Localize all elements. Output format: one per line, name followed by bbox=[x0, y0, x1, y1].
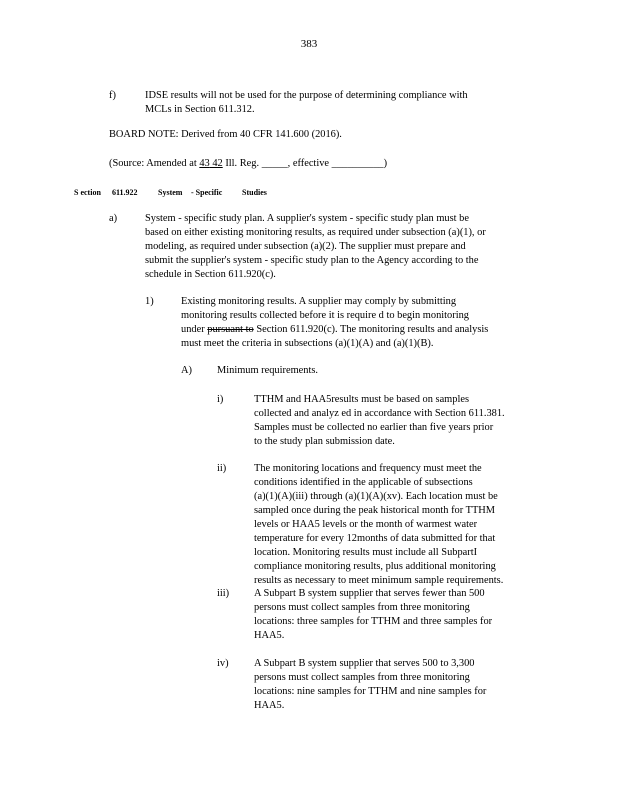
source-inserted-volume: 42 bbox=[209, 158, 223, 169]
item-f-line: MCLs in Section 611.312. bbox=[145, 104, 255, 115]
section-number: 611.922 bbox=[112, 188, 138, 197]
item-1-line: Existing monitoring results. A supplier may comply by submitting bbox=[181, 296, 457, 307]
item-ii-line: results as necessary to meet minimum sample requirements. bbox=[254, 575, 504, 586]
item-iii-line: A Subpart B system supplier that serves fewer than 500 bbox=[254, 588, 485, 599]
item-iv-line: locations: nine samples for TTHM and nine samples for bbox=[254, 686, 487, 697]
item-ii-line: conditions identified in the applicable of subsections bbox=[254, 477, 473, 488]
item-iii-label: iii) bbox=[217, 588, 230, 599]
board-note: BOARD NOTE: Derived from 40 CFR 141.600 (2016). bbox=[109, 129, 342, 140]
item-1-text bbox=[181, 295, 536, 351]
item-a-line: based on either existing monitoring results, as required under subsection (a)(1), or bbox=[145, 227, 486, 238]
item-i-label: i) bbox=[217, 394, 224, 405]
item-iv-line: A Subpart B system supplier that serves 500 to 3,300 bbox=[254, 658, 475, 669]
source-blank-date: __________ bbox=[331, 158, 384, 169]
item-1-struck-text: pursuant to bbox=[207, 324, 254, 335]
page-number: 383 bbox=[300, 38, 318, 50]
item-i-line: collected and analyz ed in accordance with Section 611.381. bbox=[254, 408, 505, 419]
source-prefix: (Source: Amended at bbox=[109, 158, 200, 169]
source-suffix: ) bbox=[383, 158, 388, 169]
item-a-line: modeling, as required under subsection (a)(2). The supplier must prepare and bbox=[145, 241, 466, 252]
item-i-line: to the study plan submission date. bbox=[254, 436, 395, 447]
item-ii-text bbox=[254, 462, 544, 588]
item-a-line: schedule in Section 611.920(c). bbox=[145, 269, 276, 280]
item-1-line3-post: Section 611.920(c). The monitoring results and analysis bbox=[253, 324, 489, 335]
item-a-text bbox=[145, 212, 540, 282]
item-iv-label: iv) bbox=[217, 658, 229, 669]
item-i-line: TTHM and HAA5results must be based on samples bbox=[254, 394, 469, 405]
item-ii-line: sampled once during the peak historical month for TTHM bbox=[254, 505, 496, 516]
item-f-label: f) bbox=[109, 90, 116, 101]
item-iii-line: locations: three samples for TTHM and three samples for bbox=[254, 616, 493, 627]
section-title-3: Studies bbox=[242, 188, 267, 197]
source-line bbox=[109, 157, 387, 171]
source-mid2: , effective bbox=[287, 158, 332, 169]
item-A-label: A) bbox=[181, 365, 192, 376]
item-ii-line: levels or HAA5 levels or the month of warmest water bbox=[254, 519, 478, 530]
item-i-text bbox=[254, 393, 544, 449]
item-a-line: System - specific study plan. A supplier's system - specific study plan must be bbox=[145, 213, 469, 224]
source-mid: Ill. Reg. bbox=[222, 158, 262, 169]
item-iv-text bbox=[254, 657, 544, 713]
item-ii-line: temperature for every 12months of data submitted for that bbox=[254, 533, 496, 544]
item-1-label: 1) bbox=[145, 296, 154, 307]
section-title-1: System bbox=[158, 188, 183, 197]
item-ii-line: compliance monitoring results, plus additional monitoring bbox=[254, 561, 496, 572]
item-ii-line: location. Monitoring results must include all SubpartI bbox=[254, 547, 478, 558]
item-ii-line: (a)(1)(A)(iii) through (a)(1)(A)(xv). Each location must be bbox=[254, 491, 498, 502]
item-1-line: must meet the criteria in subsections (a)(1)(A) and (a)(1)(B). bbox=[181, 338, 434, 349]
source-struck-volume: 43 bbox=[199, 158, 210, 169]
item-1-line bbox=[181, 323, 536, 337]
item-iv-line: persons must collect samples from three monitoring bbox=[254, 672, 470, 683]
section-word: S ection bbox=[74, 188, 101, 197]
item-a-label: a) bbox=[109, 213, 118, 224]
source-blank-page: _____ bbox=[261, 158, 288, 169]
item-a-line: submit the supplier's system - specific study plan to the Agency according to the bbox=[145, 255, 479, 266]
item-iii-line: persons must collect samples from three monitoring bbox=[254, 602, 470, 613]
item-ii-line: The monitoring locations and frequency must meet the bbox=[254, 463, 482, 474]
item-A-text: Minimum requirements. bbox=[217, 365, 319, 376]
item-iv-line: HAA5. bbox=[254, 700, 285, 711]
item-f-text bbox=[145, 89, 520, 117]
section-title-2: - Specific bbox=[191, 188, 223, 197]
item-ii-label: ii) bbox=[217, 463, 227, 474]
item-1-line: monitoring results collected before it is require d to begin monitoring bbox=[181, 310, 469, 321]
item-f-line: IDSE results will not be used for the purpose of determining compliance with bbox=[145, 90, 468, 101]
item-iii-line: HAA5. bbox=[254, 630, 285, 641]
item-1-line3-pre: under bbox=[181, 324, 208, 335]
item-i-line: Samples must be collected no earlier than five years prior bbox=[254, 422, 494, 433]
item-iii-text bbox=[254, 587, 544, 643]
